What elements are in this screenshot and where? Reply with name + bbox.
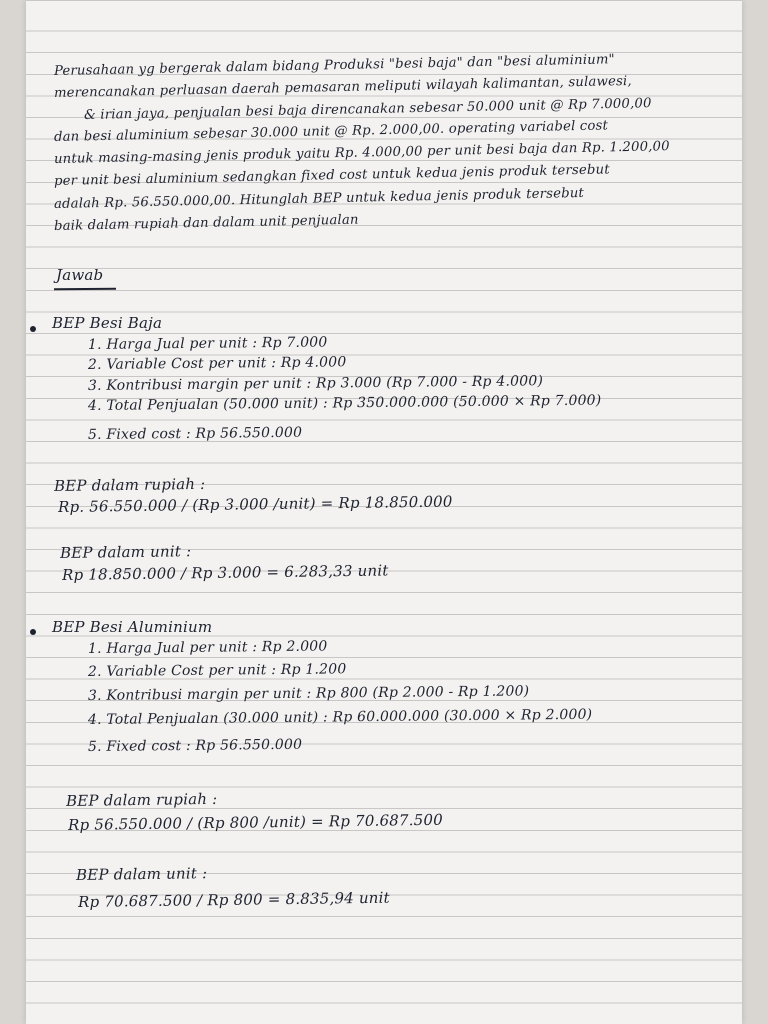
problem-line-1: Perusahaan yg bergerak dalam bidang Produksi "besi baja" dan "besi aluminium" [53,52,616,79]
problem-line-6: per unit besi aluminium sedangkan fixed cost untuk kedua jenis produk tersebut [53,162,610,189]
aluminium-bep-unit-calc: Rp 70.687.500 / Rp 800 = 8.835,94 unit [77,888,390,911]
problem-line-8: baik dalam rupiah dan dalam unit penjualan [53,212,359,234]
bullet-besi-aluminium [30,629,36,635]
aluminium-item-1: 1. Harga Jual per unit : Rp 2.000 [87,638,328,657]
baja-item-3: 3. Kontribusi margin per unit : Rp 3.000 (Rp 7.000 - Rp 4.000) [87,373,544,394]
baja-bep-unit-calc: Rp 18.850.000 / Rp 3.000 = 6.283,33 unit [61,561,389,584]
problem-line-4: dan besi aluminium sebesar 30.000 unit @ Rp. 2.000,00. operating variabel cost [53,118,609,145]
aluminium-item-2: 2. Variable Cost per unit : Rp 1.200 [87,661,347,680]
section-title-besi-aluminium: BEP Besi Aluminium [52,618,213,636]
problem-line-5: untuk masing-masing jenis produk yaitu Rp. 4.000,00 per unit besi baja dan Rp. 1.200,00 [53,139,670,167]
baja-item-1: 1. Harga Jual per unit : Rp 7.000 [87,334,328,353]
aluminium-item-3: 3. Kontribusi margin per unit : Rp 800 (Rp 2.000 - Rp 1.200) [87,683,530,704]
aluminium-item-4: 4. Total Penjualan (30.000 unit) : Rp 60.000.000 (30.000 × Rp 2.000) [87,706,593,728]
baja-item-4: 4. Total Penjualan (50.000 unit) : Rp 350.000.000 (50.000 × Rp 7.000) [87,392,602,414]
baja-item-2: 2. Variable Cost per unit : Rp 4.000 [87,354,347,373]
bullet-besi-baja [30,326,36,332]
baja-bep-unit-label: BEP dalam unit : [59,542,192,562]
problem-line-2: merencanakan perluasan daerah pemasaran meliputi wilayah kalimantan, sulawesi, [53,73,632,101]
baja-bep-rupiah-calc: Rp. 56.550.000 / (Rp 3.000 /unit) = Rp 18.850.000 [57,492,453,516]
notebook-page [26,0,742,1024]
answer-label: Jawab [56,266,104,284]
baja-bep-rupiah-label: BEP dalam rupiah : [53,474,206,495]
section-title-besi-baja: BEP Besi Baja [52,314,163,332]
problem-line-3: & irian jaya, penjualan besi baja direncanakan sebesar 50.000 unit @ Rp 7.000,00 [83,96,652,123]
aluminium-bep-rupiah-calc: Rp 56.550.000 / (Rp 800 /unit) = Rp 70.687.500 [67,810,444,834]
aluminium-bep-rupiah-label: BEP dalam rupiah : [65,789,218,810]
answer-underline [54,288,116,290]
problem-line-7: adalah Rp. 56.550.000,00. Hitunglah BEP untuk kedua jenis produk tersebut [53,185,585,212]
aluminium-bep-unit-label: BEP dalam unit : [75,864,208,884]
baja-item-5: 5. Fixed cost : Rp 56.550.000 [87,424,303,443]
aluminium-item-5: 5. Fixed cost : Rp 56.550.000 [87,736,303,755]
